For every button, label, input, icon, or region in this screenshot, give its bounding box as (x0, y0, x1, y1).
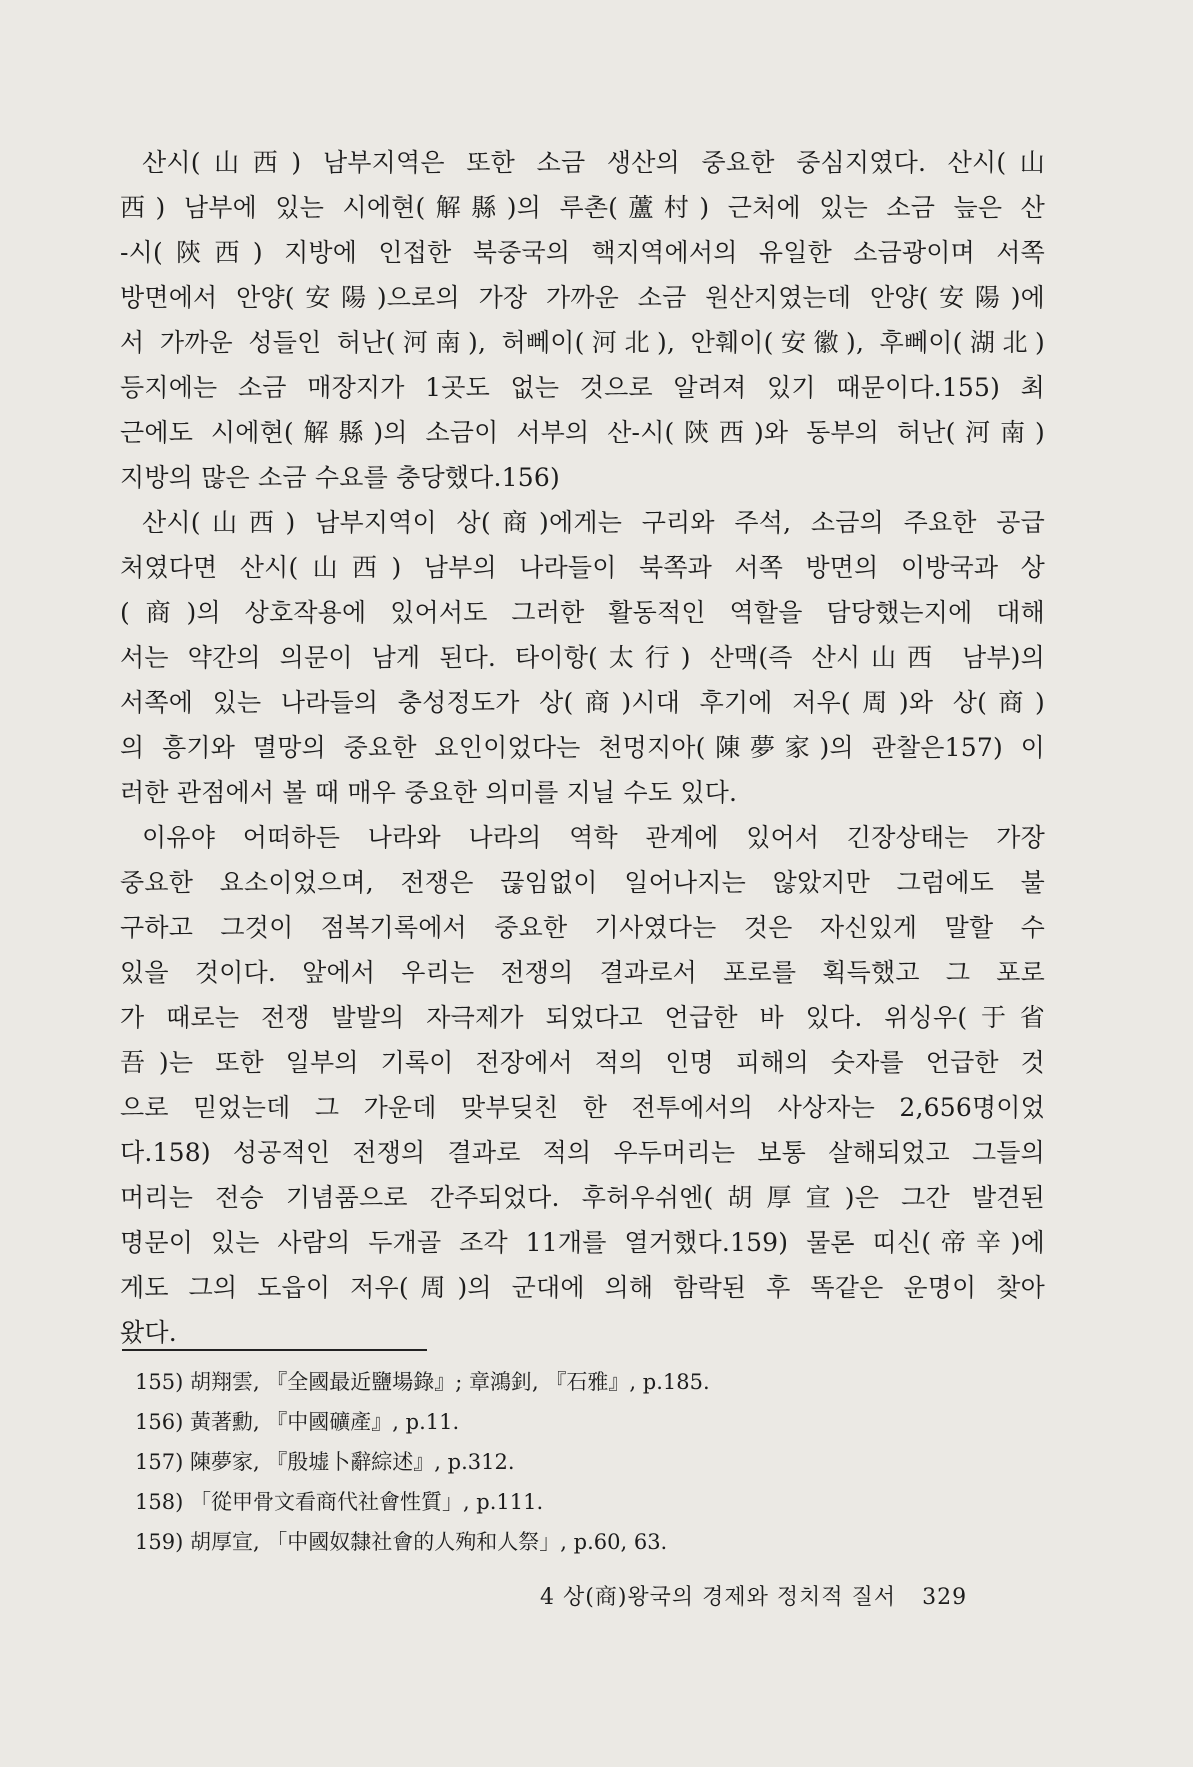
footnote-divider (122, 1349, 427, 1351)
text-line: 명문이 있는 사람의 두개골 조각 11개를 열거했다.159) 물론 띠신(帝辛)에 (120, 1228, 1045, 1257)
text-line: 吾)는 또한 일부의 기록이 전장에서 적의 인명 피해의 숫자를 언급한 것 (120, 1048, 1045, 1077)
text-line: 왔다. (120, 1318, 177, 1347)
text-line: 산시(山西) 남부지역은 또한 소금 생산의 중요한 중심지였다. 산시(山 (142, 148, 1045, 177)
text-line: 게도 그의 도읍이 저우(周)의 군대에 의해 함락된 후 똑같은 운명이 찾아 (120, 1273, 1045, 1302)
footnotes (135, 1362, 1035, 1562)
text-line: 서 가까운 성들인 허난(河南), 허뻬이(河北), 안훼이(安徽), 후뻬이(湖北) (120, 328, 1045, 357)
text-line: 러한 관점에서 볼 때 매우 중요한 의미를 지닐 수도 있다. (120, 778, 738, 807)
text-line: 의 흥기와 멸망의 중요한 요인이었다는 천멍지아(陳夢家)의 관찰은157) 이 (120, 733, 1045, 762)
text-line: 가 때로는 전쟁 발발의 자극제가 되었다고 언급한 바 있다. 위싱우(于省 (120, 1003, 1045, 1032)
text-line: 처였다면 산시(山西) 남부의 나라들이 북쪽과 서쪽 방면의 이방국과 상 (120, 553, 1045, 582)
text-line: (商)의 상호작용에 있어서도 그러한 활동적인 역할을 담당했는지에 대해 (120, 598, 1045, 627)
text-line: 서는 약간의 의문이 남게 된다. 타이항(太行) 산맥(즉 산시山西 남부)의 (120, 643, 1045, 672)
footnote: 158) 「從甲骨文看商代社會性質」, p.111. (135, 1490, 544, 1514)
footnote: 159) 胡厚宣, 「中國奴隸社會的人殉和人祭」, p.60, 63. (135, 1530, 668, 1554)
text-line: 방면에서 안양(安陽)으로의 가장 가까운 소금 원산지였는데 안양(安陽)에 (120, 283, 1045, 312)
page-number: 329 (922, 1585, 968, 1610)
footnote: 156) 黃著勳, 『中國礦產』, p.11. (135, 1410, 460, 1434)
text-line: -시(陝西) 지방에 인접한 북중국의 핵지역에서의 유일한 소금광이며 서쪽 (120, 238, 1045, 267)
text-line: 다.158) 성공적인 전쟁의 결과로 적의 우두머리는 보통 살해되었고 그들의 (120, 1138, 1045, 1167)
running-footer (540, 1580, 967, 1611)
footnote: 157) 陳夢家, 『殷墟卜辭綜述』, p.312. (135, 1450, 515, 1474)
text-line: 등지에는 소금 매장지가 1곳도 없는 것으로 알려져 있기 때문이다.155) 최 (120, 373, 1045, 402)
text-line: 중요한 요소이었으며, 전쟁은 끊임없이 일어나지는 않았지만 그럼에도 불 (120, 868, 1045, 897)
text-line: 있을 것이다. 앞에서 우리는 전쟁의 결과로서 포로를 획득했고 그 포로 (120, 958, 1045, 987)
text-line: 머리는 전승 기념품으로 간주되었다. 후허우쉬엔(胡厚宣)은 그간 발견된 (120, 1183, 1045, 1212)
text-line: 지방의 많은 소금 수요를 충당했다.156) (120, 463, 560, 492)
text-line: 西) 남부에 있는 시에현(解縣)의 루촌(蘆村) 근처에 있는 소금 늪은 산 (120, 193, 1045, 222)
text-line: 산시(山西) 남부지역이 상(商)에게는 구리와 주석, 소금의 주요한 공급 (142, 508, 1045, 537)
text-line: 으로 믿었는데 그 가운데 맞부딪친 한 전투에서의 사상자는 2,656명이었 (120, 1093, 1045, 1122)
text-line: 근에도 시에현(解縣)의 소금이 서부의 산-시(陝西)와 동부의 허난(河南) (120, 418, 1045, 447)
text-line: 서쪽에 있는 나라들의 충성정도가 상(商)시대 후기에 저우(周)와 상(商) (120, 688, 1045, 717)
text-line: 이유야 어떠하든 나라와 나라의 역학 관계에 있어서 긴장상태는 가장 (142, 823, 1045, 852)
main-text (120, 140, 1045, 1355)
footnote: 155) 胡翔雲, 『全國最近鹽場錄』; 章鴻釗, 『石雅』, p.185. (135, 1370, 710, 1394)
running-footer-title: 4 상(商)왕국의 경제와 정치적 질서 (540, 1585, 897, 1610)
text-line: 구하고 그것이 점복기록에서 중요한 기사였다는 것은 자신있게 말할 수 (120, 913, 1045, 942)
